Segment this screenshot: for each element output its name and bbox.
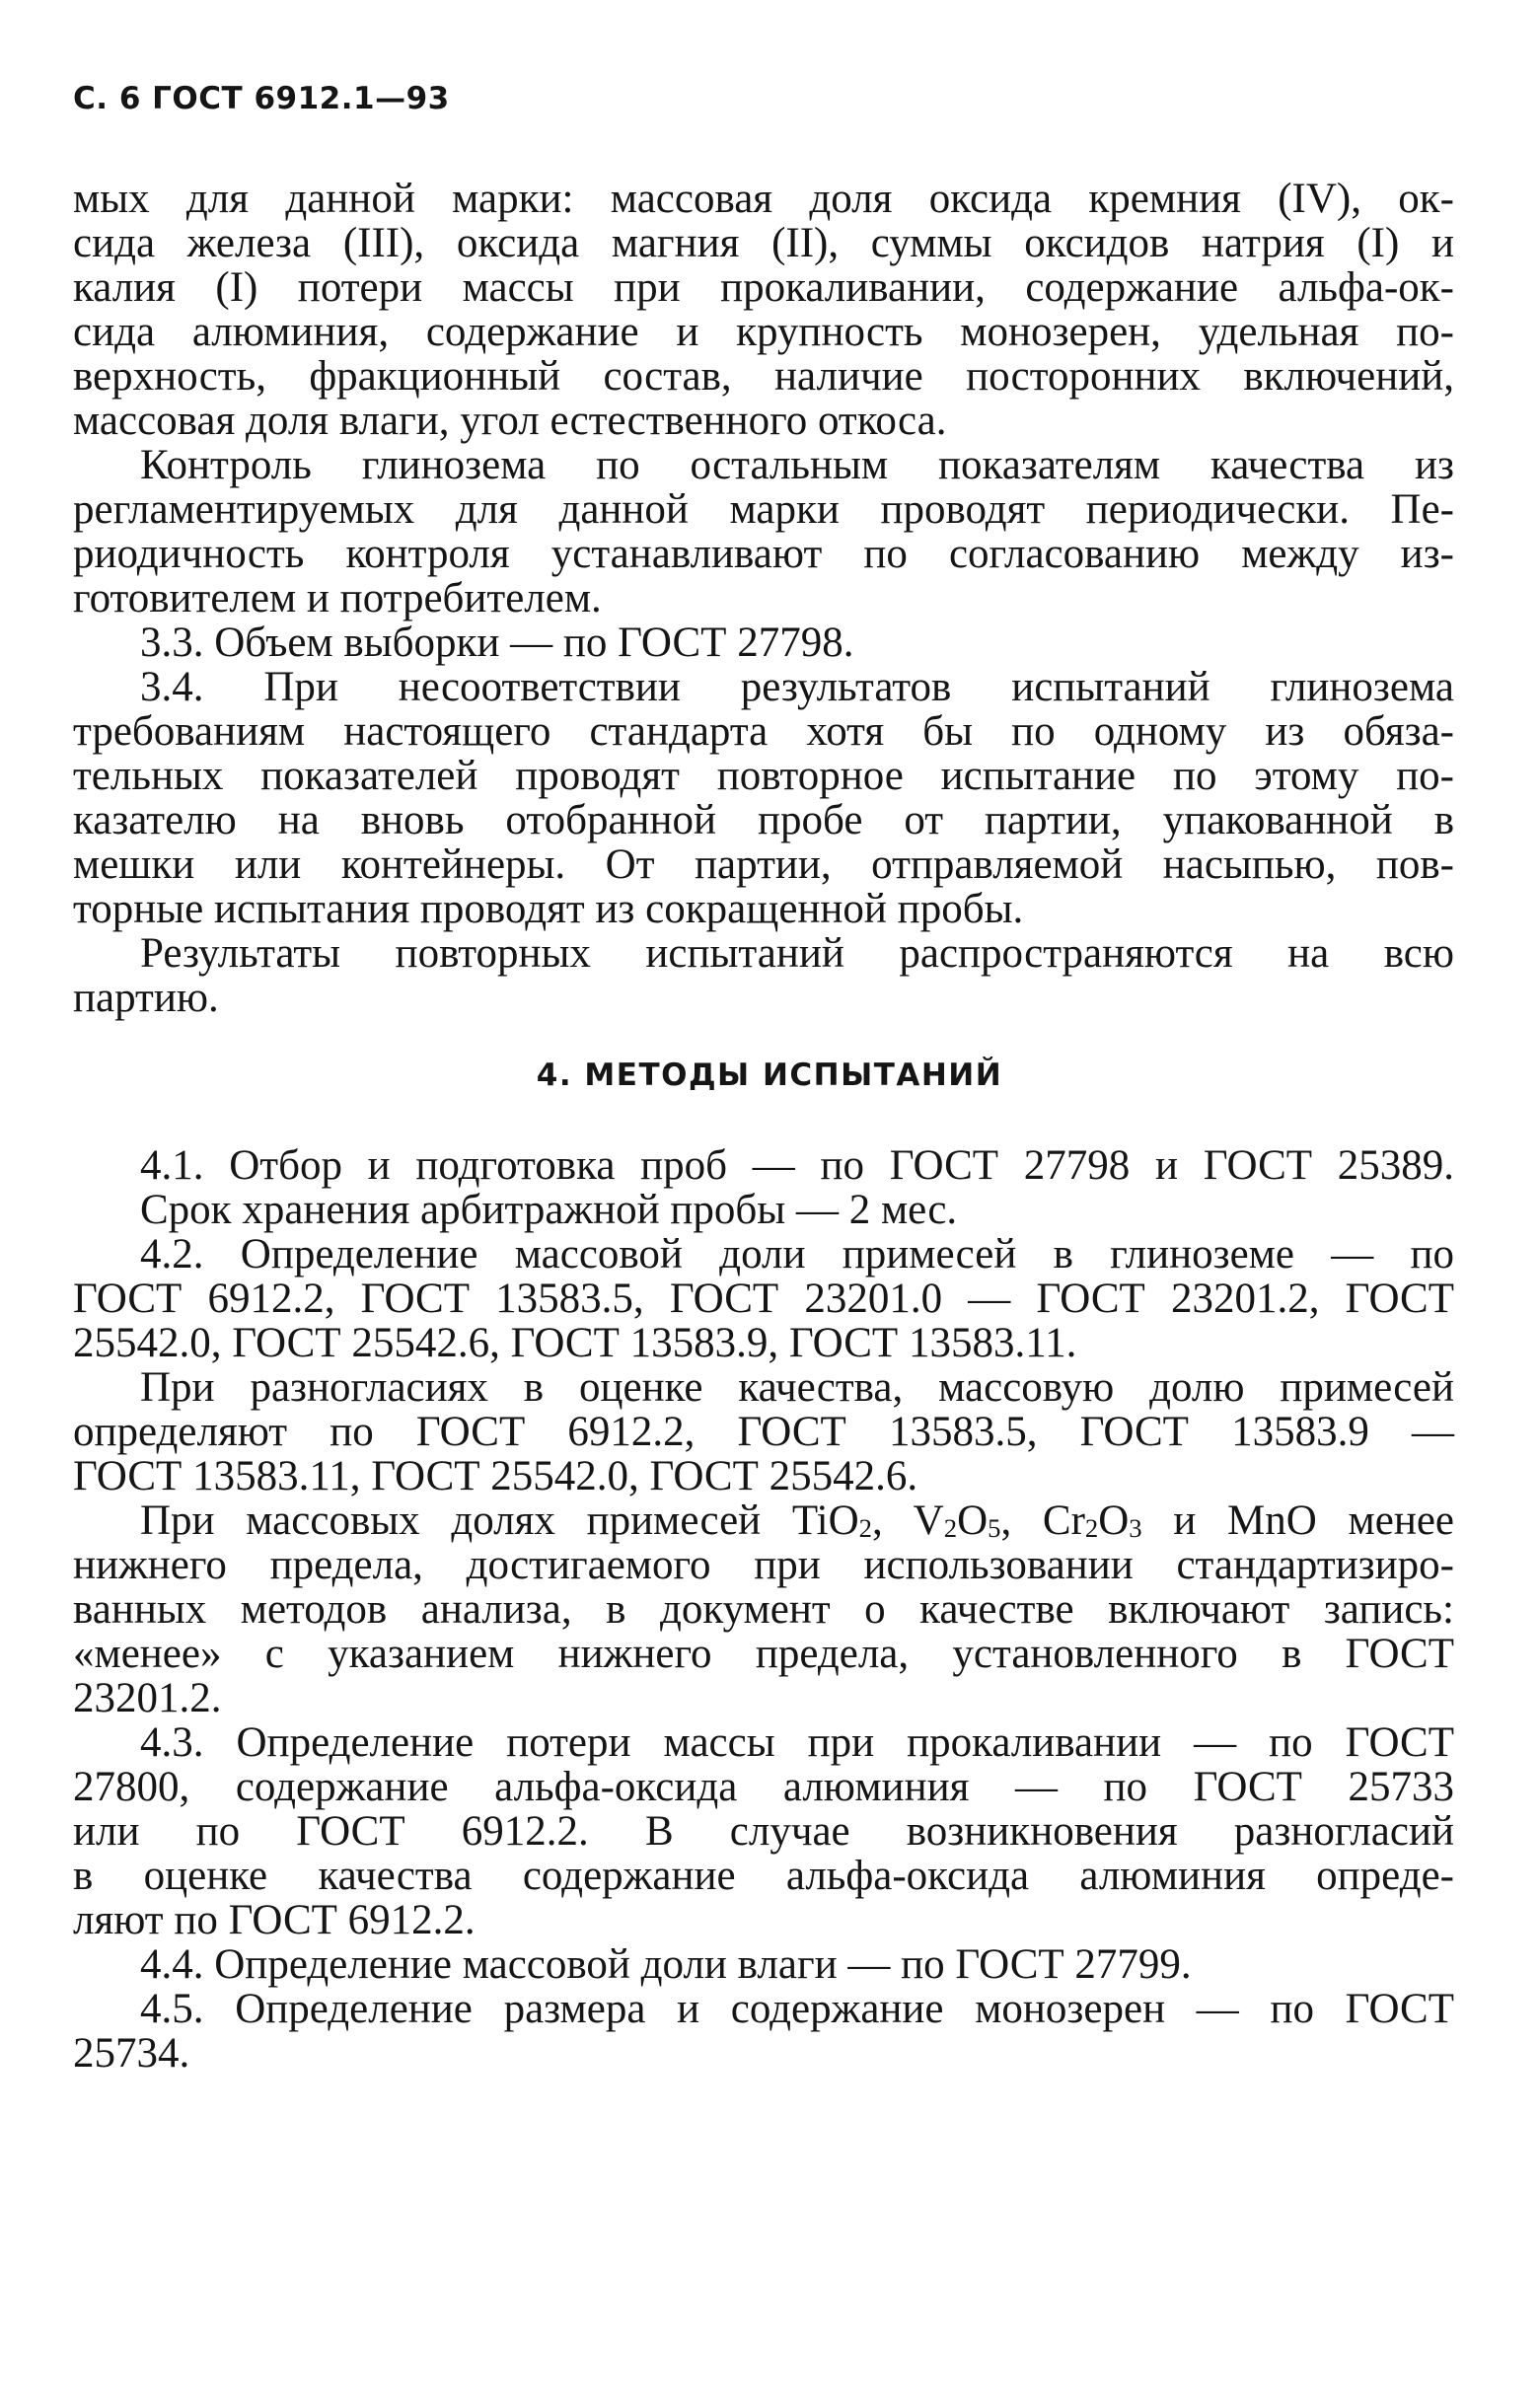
section-title: 4. МЕТОДЫ ИСПЫТАНИЙ <box>536 1058 1003 1093</box>
text-line: При разногласиях в оценке качества, массовую долю примесей <box>140 1364 1454 1411</box>
text-line: нижнего предела, достигаемого при использовании стандартизиро- <box>73 1542 1454 1588</box>
text-line: сида железа (III), оксида магния (II), суммы оксидов натрия (I) и <box>73 220 1454 266</box>
tio2-formula: TiO$_2$ <box>791 1497 872 1544</box>
text-line: или по ГОСТ 6912.2. В случае возникновения разногласий <box>73 1808 1454 1855</box>
clause-4-1: 4.1. Отбор и подготовка проб — по ГОСТ 27798 и ГОСТ 25389. <box>140 1142 1454 1189</box>
text-line: массовая доля влаги, угол естественного откоса. <box>73 398 947 444</box>
text-line: ГОСТ 6912.2, ГОСТ 13583.5, ГОСТ 23201.0 — ГОСТ 23201.2, ГОСТ <box>73 1276 1454 1322</box>
text-line: определяют по ГОСТ 6912.2, ГОСТ 13583.5, ГОСТ 13583.9 — <box>73 1409 1454 1455</box>
text-line: ГОСТ 13583.11, ГОСТ 25542.0, ГОСТ 25542.6. <box>73 1453 918 1499</box>
text-fragment: При массовых долях примесей <box>140 1497 762 1544</box>
text-line: 27800, содержание альфа-оксида алюминия — по ГОСТ 25733 <box>73 1764 1454 1810</box>
text-line: в оценке качества содержание альфа-оксида алюминия опреде- <box>73 1853 1454 1899</box>
text-line: торные испытания проводят из сокращенной пробы. <box>73 886 1024 932</box>
text-line: риодичность контроля устанавливают по согласованию между из- <box>73 531 1454 577</box>
formula-text-line: При массовых долях примесей TiO$_2$, $V_2O_5$, $Cr_2O_3$ и MnO менее <box>140 1497 1455 1544</box>
text-line: казателю на вновь отобранной пробе от партии, упакованной в <box>73 797 1454 843</box>
text-line: мых для данной марки: массовая доля оксида кремния (IV), ок- <box>73 176 1454 222</box>
text-line: ляют по ГОСТ 6912.2. <box>73 1897 476 1943</box>
text-line: 23201.2. <box>73 1675 222 1721</box>
clause-4-3: 4.3. Определение потери массы при прокаливании — по ГОСТ <box>140 1719 1454 1766</box>
page-header: С. 6 ГОСТ 6912.1—93 <box>73 81 450 116</box>
text-line: Результаты повторных испытаний распространяются на всю <box>140 930 1454 977</box>
text-line: 25542.0, ГОСТ 25542.6, ГОСТ 13583.9, ГОСТ 13583.11. <box>73 1320 1077 1366</box>
text-line: регламентируемых для данной марки проводят периодически. Пе- <box>73 486 1454 533</box>
text-line: ванных методов анализа, в документ о качестве включают запись: <box>73 1586 1454 1633</box>
text-line: партию. <box>73 975 219 1021</box>
text-line: верхность, фракционный состав, наличие посторонних включений, <box>73 353 1454 400</box>
text-line: Контроль глинозема по остальным показателям качества из <box>140 442 1454 488</box>
text-line: калия (I) потери массы при прокаливании, содержание альфа-ок- <box>73 264 1454 311</box>
text-line: Срок хранения арбитражной пробы — 2 мес. <box>140 1187 958 1233</box>
v2o5-formula: $V_2O_5$ <box>913 1497 1001 1544</box>
text-line: «менее» с указанием нижнего предела, установленного в ГОСТ <box>73 1631 1454 1677</box>
text-line: 25734. <box>73 2030 190 2077</box>
clause-4-5: 4.5. Определение размера и содержание монозерен — по ГОСТ <box>140 1986 1454 2032</box>
clause-3-3: 3.3. Объем выборки — по ГОСТ 27798. <box>140 620 854 666</box>
text-line: сида алюминия, содержание и крупность монозерен, удельная по- <box>73 309 1454 355</box>
clause-4-2: 4.2. Определение массовой доли примесей в глиноземе — по <box>140 1231 1454 1277</box>
cr2o3-formula: $Cr_2O_3$ <box>1042 1497 1142 1544</box>
text-line: готовителем и потребителем. <box>73 575 602 621</box>
clause-3-4: 3.4. При несоответствии результатов испытаний глинозема <box>140 664 1454 710</box>
text-line: тельных показателей проводят повторное испытание по этому по- <box>73 753 1454 799</box>
clause-4-4: 4.4. Определение массовой доли влаги — по ГОСТ 27799. <box>140 1941 1192 1988</box>
text-line: мешки или контейнеры. От партии, отправляемой насыпью, пов- <box>73 841 1454 888</box>
mno-formula: MnO <box>1227 1497 1317 1544</box>
text-line: требованиям настоящего стандарта хотя бы по одному из обяза- <box>73 708 1454 755</box>
